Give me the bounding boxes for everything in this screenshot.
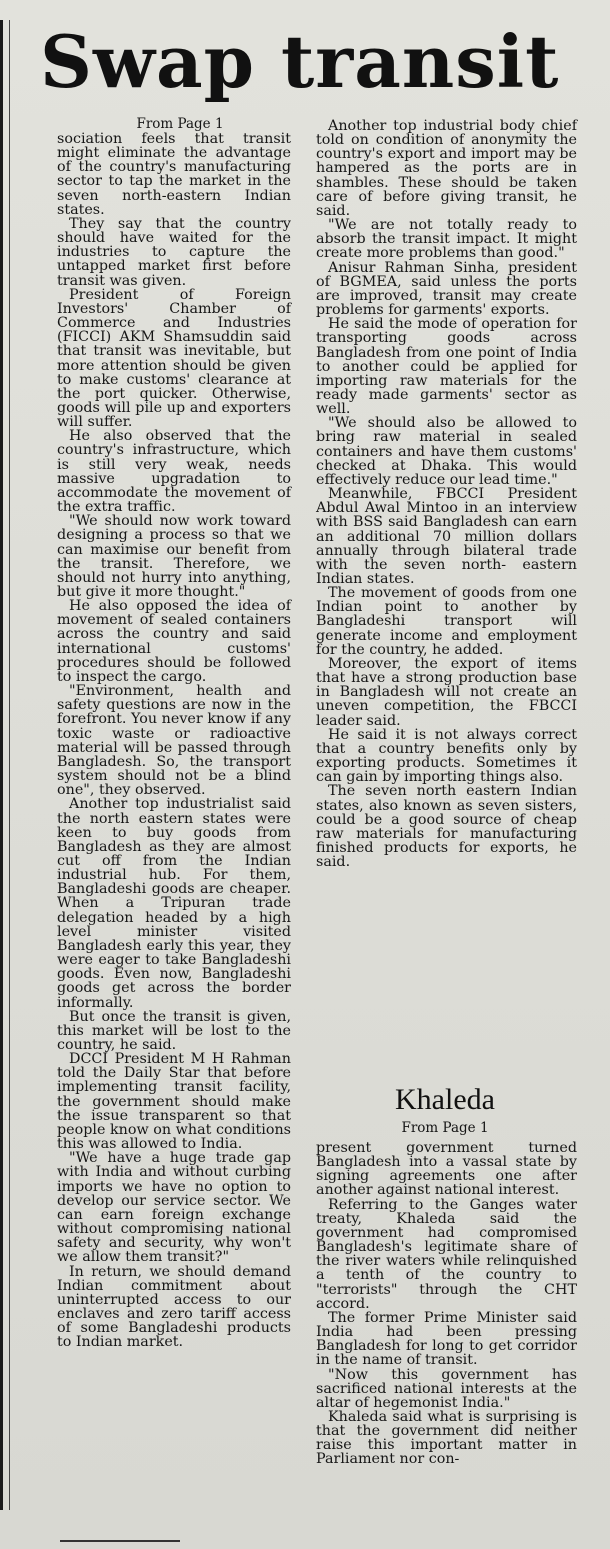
bottom-rule [60, 1540, 180, 1542]
paragraph: He said the mode of operation for transporting goods across Bangladesh from one point of India to another could be applied for importing raw materials for the ready made garments' sector as well. [316, 316, 577, 418]
paragraph: In return, we should demand Indian commitment about uninterrupted access to our enclaves and zero tariff access of some Bangladeshi products to Indian market. [57, 1263, 291, 1351]
paragraph: Moreover, the export of items that have a strong production base in Bangladesh will not create an uneven competition, the FBCCI leader said. [316, 655, 577, 729]
dateline: From Page 1 [136, 116, 224, 132]
paragraph: They say that the country should have waited for the industries to capture the untapped market first before transit was given. [57, 215, 291, 289]
paragraph: "We should also be allowed to bring raw material in sealed containers and have them customs' checked at Dhaka. This would effectively reduce our lead time." [316, 415, 577, 488]
paragraph: present government turned Bangladesh into a vassal state by signing agreements one after another against national interest. [316, 1140, 577, 1199]
paragraph: President of Foreign Investors' Chamber of Commerce and Industries (FICCI) AKM Shamsuddin said that transit was inevitable, but more attention should be given to make customs' clearance at the port quicker. Otherwise, goods will pile up and exporters will suffer. [57, 286, 291, 431]
subheadline-dateline: From Page 1 [401, 1120, 489, 1136]
paragraph: "We are not totally ready to absorb the transit impact. It might create more problems than good." [316, 217, 577, 262]
second-article-column [316, 1141, 577, 1467]
right-column [316, 119, 577, 869]
paragraph: Another top industrial body chief told on condition of anonymity the country's export and import may be hampered as the ports are in shambles. These should be taken care of before giving transit, he said. [316, 118, 577, 219]
paragraph: Meanwhile, FBCCI President Abdul Awal Mintoo in an interview with BSS said Bangladesh can earn an additional 70 million dollars annually through bilateral trade with the seven north- eastern Indian states. [316, 486, 577, 587]
paragraph: "We have a huge trade gap with India and without curbing imports we have no option to develop our service sector. We can earn foreign exchange without compromising national safety and security, why won't we allow them transit?" [57, 1150, 291, 1266]
paragraph: He also opposed the idea of movement of sealed containers across the country and said international customs' procedures should be followed to inspect the cargo. [57, 598, 291, 685]
column-rule [0, 20, 3, 1510]
paragraph: Khaleda said what is surprising is that the government did neither raise this important matter in Parliament nor con- [316, 1408, 577, 1468]
paragraph: The movement of goods from one Indian point to another by Bangladeshi transport will generate income and employment for the country, he added. [316, 585, 577, 658]
paragraph: Another top industrialist said the north eastern states were keen to buy goods from Bangladesh as they are almost cut off from the Indian industrial hub. For them, Bangladeshi goods are cheaper. When a Tripuran trade delegation headed by a high level minister visited Bangladesh early this year, they were eager to take Bangladeshi goods. Even now, Bangladeshi goods get across the border informally. [57, 796, 291, 1011]
left-column [57, 117, 291, 1349]
paragraph: Anisur Rahman Sinha, president of BGMEA, said unless the ports are improved, transit may create problems for garments' exports. [316, 259, 577, 319]
subheadline: Khaleda [395, 1083, 495, 1116]
paragraph: "Environment, health and safety questions are now in the forefront. You never know if any toxic waste or radioactive material will be passed through Bangladesh. So, the transport system should not be a blind one", they observed. [57, 683, 291, 799]
paragraph: The seven north eastern Indian states, also known as seven sisters, could be a good source of cheap raw materials for manufacturing finished products for exports, he said. [316, 783, 577, 871]
headline: Swap transit [40, 19, 560, 104]
column-rule-thin [9, 20, 10, 1510]
paragraph: sociation feels that transit might eliminate the advantage of the country's manufacturing sector to tap the market in the seven north-eastern Indian states. [57, 131, 291, 218]
paragraph: DCCI President M H Rahman told the Daily Star that before implementing transit facility, the government should make the issue transparent so that people know on what conditions this was allowed to India. [57, 1051, 291, 1153]
paragraph: He said it is not always correct that a country benefits only by exporting products. Sometimes it can gain by importing things also. [316, 726, 577, 786]
paragraph: The former Prime Minister said India had been pressing Bangladesh for long to get corridor in the name of transit. [316, 1309, 577, 1369]
paragraph: "We should now work toward designing a process so that we can maximise our benefit from the transit. Therefore, we should not hurry into anything, but give it more thought." [57, 513, 291, 600]
paragraph: "Now this government has sacrificed national interests at the altar of hegemonist India." [316, 1366, 577, 1411]
paragraph: But once the transit is given, this market will be lost to the country, he said. [57, 1008, 291, 1053]
paragraph: Referring to the Ganges water treaty, Khaleda said the government had compromised Bangladesh's legitimate share of the river waters while relinquished a tenth of the country to "terrorists" through the CHT accord. [316, 1196, 577, 1312]
paragraph: He also observed that the country's infrastructure, which is still very weak, needs massive upgradation to accommodate the movement of the extra traffic. [57, 428, 291, 516]
